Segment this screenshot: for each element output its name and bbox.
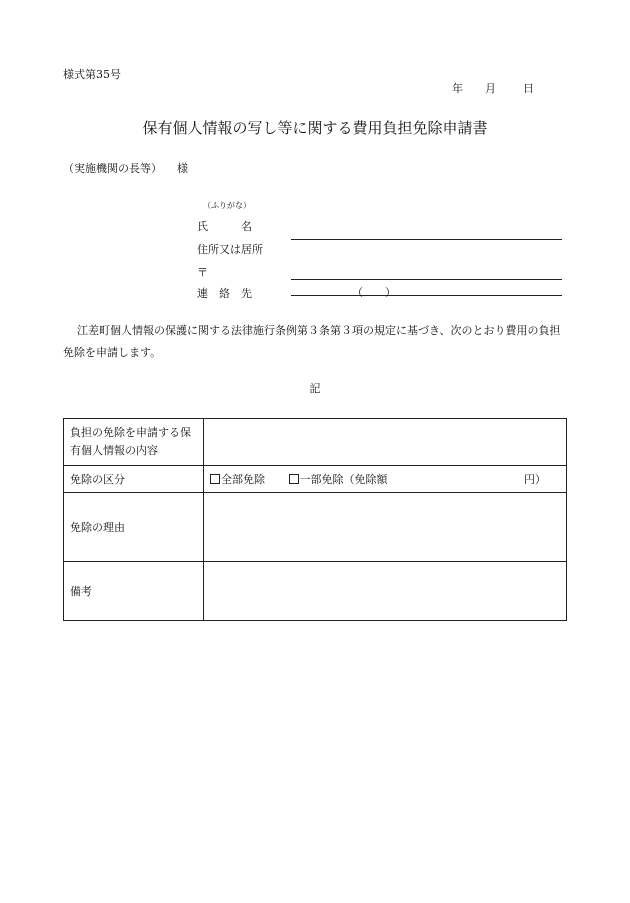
category-label: 免除の区分 bbox=[64, 466, 204, 493]
contact-area-code-parens: （ ） bbox=[352, 286, 396, 299]
remarks-label: 備考 bbox=[64, 562, 204, 621]
table-row bbox=[64, 466, 567, 493]
content-label-line2: 有個人情報の内容 bbox=[70, 444, 158, 457]
addressee-honorific: 様 bbox=[177, 162, 188, 175]
application-statement: 江差町個人情報の保護に関する法律施行条例第３条第３項の規定に基づき、次のとおり費用の負担免除を申請します。 bbox=[63, 324, 561, 359]
applicant-address-label: 住所又は居所 bbox=[197, 243, 263, 256]
full-exemption-option[interactable] bbox=[210, 471, 265, 487]
remarks-input-cell[interactable] bbox=[204, 562, 567, 621]
partial-exemption-label: 一部免除（免除額 bbox=[299, 473, 388, 486]
table-row bbox=[64, 562, 567, 621]
reason-input-cell[interactable] bbox=[204, 493, 567, 562]
checkbox-icon[interactable] bbox=[210, 474, 220, 484]
addressee: （実施機関の長等） bbox=[63, 162, 162, 175]
full-exemption-label: 全部免除 bbox=[221, 473, 265, 486]
table-row bbox=[64, 493, 567, 562]
postal-line[interactable] bbox=[291, 279, 562, 280]
partial-exemption-option[interactable] bbox=[289, 471, 388, 487]
reason-label: 免除の理由 bbox=[64, 493, 204, 562]
yen-unit-label: 円） bbox=[524, 473, 546, 486]
category-options-cell bbox=[204, 466, 567, 493]
address-line[interactable] bbox=[291, 239, 562, 240]
content-label-line1: 負担の免除を申請する保 bbox=[70, 426, 191, 439]
applicant-contact-label: 連 絡 先 bbox=[197, 287, 252, 300]
postal-mark: 〒 bbox=[197, 266, 208, 279]
date-day-label: 日 bbox=[523, 82, 534, 95]
date-month-label: 月 bbox=[485, 82, 496, 95]
content-input-cell[interactable] bbox=[204, 419, 567, 466]
contact-line[interactable] bbox=[291, 295, 562, 296]
applicant-name-label: 氏 名 bbox=[197, 220, 252, 233]
checkbox-icon[interactable] bbox=[289, 474, 299, 484]
table-row bbox=[64, 419, 567, 466]
document-title: 保有個人情報の写し等に関する費用負担免除申請書 bbox=[142, 119, 488, 137]
application-table bbox=[63, 418, 567, 621]
date-year-label: 年 bbox=[452, 82, 463, 95]
form-number: 様式第35号 bbox=[63, 68, 121, 81]
content-label-cell bbox=[64, 419, 204, 466]
furigana-label: （ふりがな） bbox=[203, 201, 251, 210]
record-mark: 記 bbox=[309, 382, 321, 395]
